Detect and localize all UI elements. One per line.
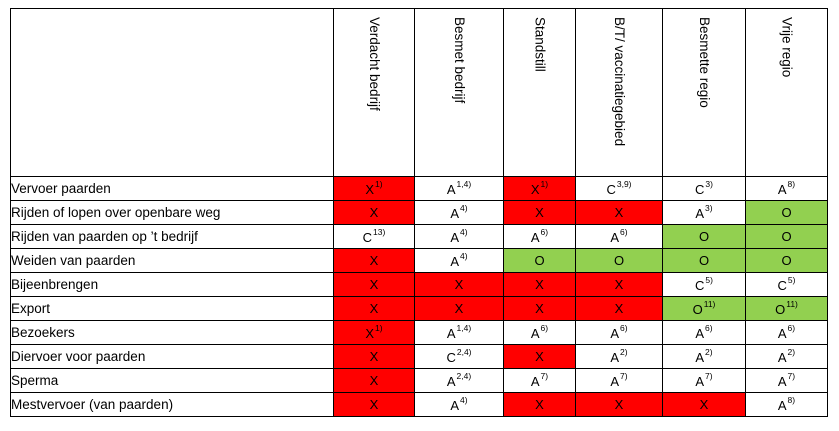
matrix-cell <box>334 225 415 249</box>
cell-code: X <box>369 349 379 364</box>
footnote-marker: 1) <box>540 179 549 190</box>
footnote-marker: 11) <box>786 299 798 310</box>
matrix-cell <box>334 297 415 321</box>
matrix-cell <box>576 321 663 345</box>
matrix-cell <box>334 393 415 417</box>
footnote-marker: 4) <box>460 203 468 214</box>
matrix-cell <box>663 225 746 249</box>
matrix-cell <box>746 177 828 201</box>
matrix-cell <box>504 177 576 201</box>
matrix-cell <box>504 249 576 273</box>
column-header-besmette-regio <box>663 9 746 177</box>
footnote-marker: 13) <box>373 227 386 238</box>
matrix-cell <box>746 249 828 273</box>
cell-code: X <box>614 205 624 220</box>
table-row <box>11 201 828 225</box>
cell-code: X <box>369 397 379 412</box>
footnote-marker: 7) <box>540 371 549 382</box>
cell-code: X <box>369 301 379 316</box>
matrix-cell <box>415 321 504 345</box>
cell-code: X <box>365 181 375 197</box>
cell-code: X <box>699 397 709 412</box>
row-label: Diervoer voor paarden <box>11 345 334 369</box>
column-header-label: B/T/ vaccinatiegebied <box>612 17 627 147</box>
cell-code: A <box>777 349 787 365</box>
cell-code: A <box>777 373 787 389</box>
cell-code: A <box>450 397 460 413</box>
row-label: Mestvervoer (van paarden) <box>11 393 334 417</box>
table-row <box>11 177 828 201</box>
row-label: Vervoer paarden <box>11 177 334 201</box>
cell-code: X <box>535 277 544 292</box>
cell-code: O <box>613 253 625 268</box>
matrix-cell <box>504 201 576 225</box>
matrix-cell <box>576 345 663 369</box>
footnote-marker: 5) <box>787 275 796 286</box>
cell-code: A <box>695 373 705 389</box>
cell-code: X <box>535 349 544 364</box>
matrix-cell <box>663 321 746 345</box>
footnote-marker: 2) <box>787 347 796 358</box>
cell-code: C <box>606 181 616 197</box>
cell-code: X <box>535 301 544 316</box>
footnote-marker: 1,4) <box>456 179 472 190</box>
cell-code: O <box>692 301 703 317</box>
matrix-cell <box>746 345 828 369</box>
matrix-cell <box>504 225 576 249</box>
column-header-label: Besmet bedrijf <box>452 17 467 104</box>
matrix-cell <box>334 369 415 393</box>
matrix-cell <box>334 273 415 297</box>
matrix-cell <box>504 345 576 369</box>
footnote-marker: 4) <box>460 227 468 238</box>
cell-code: A <box>450 253 460 269</box>
matrix-cell <box>504 273 576 297</box>
footnote-marker: 7) <box>787 371 796 382</box>
matrix-cell <box>746 369 828 393</box>
footnote-marker: 11) <box>703 299 716 310</box>
cell-code: X <box>535 205 544 220</box>
cell-code: C <box>695 277 705 293</box>
cell-code: X <box>530 181 540 197</box>
footnote-marker: 6) <box>787 323 796 334</box>
cell-code: A <box>446 181 456 197</box>
matrix-cell <box>415 225 504 249</box>
row-label: Export <box>11 297 334 321</box>
cell-code: O <box>781 229 792 244</box>
row-label: Bijeenbrengen <box>11 273 334 297</box>
footnote-marker: 2,4) <box>456 347 472 358</box>
cell-code: O <box>781 205 792 220</box>
cell-code: O <box>775 301 786 317</box>
footnote-marker: 8) <box>787 395 796 406</box>
cell-code: X <box>369 373 379 388</box>
cell-code: O <box>781 253 792 268</box>
cell-code: O <box>698 229 710 244</box>
footnote-marker: 3) <box>705 179 713 190</box>
cell-code: X <box>614 301 624 316</box>
matrix-cell <box>415 393 504 417</box>
column-header-vrije-regio <box>746 9 828 177</box>
cell-code: X <box>369 205 379 220</box>
row-label: Sperma <box>11 369 334 393</box>
matrix-cell <box>576 177 663 201</box>
row-label: Rijden van paarden op ’t bedrijf <box>11 225 334 249</box>
matrix-cell <box>504 369 576 393</box>
cell-code: A <box>446 373 456 389</box>
matrix-cell <box>504 321 576 345</box>
matrix-cell <box>504 393 576 417</box>
column-header-besmet-bedrijf <box>415 9 504 177</box>
cell-code: A <box>695 205 705 221</box>
matrix-cell <box>746 225 828 249</box>
cell-code: A <box>450 205 460 221</box>
footnote-marker: 2) <box>705 347 713 358</box>
matrix-cell <box>576 297 663 321</box>
cell-code: X <box>454 277 464 292</box>
table-row <box>11 345 828 369</box>
matrix-cell <box>334 177 415 201</box>
column-header-label: Verdacht bedrijf <box>367 17 382 111</box>
cell-code: A <box>610 229 620 245</box>
footnote-marker: 7) <box>620 371 628 382</box>
cell-code: X <box>365 325 375 341</box>
cell-code: A <box>695 349 705 365</box>
matrix-cell <box>663 345 746 369</box>
table-row <box>11 273 828 297</box>
measures-matrix-table <box>10 8 828 417</box>
matrix-cell <box>415 273 504 297</box>
footnote-marker: 6) <box>705 323 713 334</box>
row-label: Weiden van paarden <box>11 249 334 273</box>
corner-cell <box>11 9 334 177</box>
cell-code: X <box>369 253 379 268</box>
cell-code: C <box>777 277 787 293</box>
table-row <box>11 249 828 273</box>
column-header-vaccinatiegebied <box>576 9 663 177</box>
cell-code: A <box>446 325 456 341</box>
row-label: Rijden of lopen over openbare weg <box>11 201 334 225</box>
matrix-cell <box>663 393 746 417</box>
column-header-label: Vrije regio <box>779 17 795 78</box>
cell-code: O <box>534 253 545 268</box>
cell-code: X <box>535 397 544 412</box>
cell-code: A <box>450 229 460 245</box>
cell-code: X <box>369 277 379 292</box>
footnote-marker: 4) <box>460 251 468 262</box>
cell-code: A <box>777 397 787 413</box>
footnote-marker: 6) <box>540 227 549 238</box>
matrix-cell <box>334 201 415 225</box>
footnote-marker: 1) <box>375 323 383 334</box>
cell-code: X <box>614 277 624 292</box>
cell-code: A <box>530 373 540 389</box>
matrix-cell <box>415 249 504 273</box>
cell-code: A <box>610 349 620 365</box>
table-row <box>11 225 828 249</box>
cell-code: X <box>614 397 624 412</box>
matrix-cell <box>415 177 504 201</box>
footnote-marker: 6) <box>620 227 628 238</box>
matrix-cell <box>663 297 746 321</box>
matrix-cell <box>415 201 504 225</box>
matrix-cell <box>334 249 415 273</box>
footnote-marker: 8) <box>787 179 796 190</box>
matrix-cell <box>504 297 576 321</box>
cell-code: A <box>610 325 620 341</box>
matrix-cell <box>415 345 504 369</box>
matrix-cell <box>415 297 504 321</box>
matrix-cell <box>576 369 663 393</box>
matrix-cell <box>334 321 415 345</box>
matrix-cell <box>415 369 504 393</box>
matrix-cell <box>663 273 746 297</box>
matrix-cell <box>663 201 746 225</box>
matrix-cell <box>576 393 663 417</box>
matrix-cell <box>746 273 828 297</box>
table-row <box>11 297 828 321</box>
matrix-cell <box>746 321 828 345</box>
table-row <box>11 369 828 393</box>
cell-code: A <box>530 325 540 341</box>
cell-code: A <box>777 325 787 341</box>
column-header-label: Standstill <box>532 17 548 72</box>
cell-code: O <box>698 253 710 268</box>
column-header-label: Besmette regio <box>697 17 712 108</box>
table-row <box>11 393 828 417</box>
footnote-marker: 7) <box>705 371 713 382</box>
footnote-marker: 3,9) <box>616 179 632 190</box>
footnote-marker: 6) <box>620 323 628 334</box>
cell-code: A <box>610 373 620 389</box>
matrix-cell <box>746 201 828 225</box>
footnote-marker: 4) <box>460 395 468 406</box>
matrix-cell <box>746 393 828 417</box>
footnote-marker: 1) <box>375 179 383 190</box>
column-header-verdacht-bedrijf <box>334 9 415 177</box>
row-label: Bezoekers <box>11 321 334 345</box>
matrix-cell <box>576 249 663 273</box>
matrix-cell <box>576 273 663 297</box>
header-row <box>11 9 828 177</box>
cell-code: C <box>695 181 705 197</box>
footnote-marker: 3) <box>705 203 713 214</box>
footnote-marker: 6) <box>540 323 549 334</box>
cell-code: A <box>695 325 705 341</box>
matrix-cell <box>663 249 746 273</box>
cell-code: X <box>454 301 464 316</box>
matrix-cell <box>576 225 663 249</box>
cell-code: C <box>446 349 456 365</box>
table-row <box>11 321 828 345</box>
cell-code: C <box>362 229 373 245</box>
footnote-marker: 2) <box>620 347 628 358</box>
column-header-standstill <box>504 9 576 177</box>
matrix-cell <box>334 345 415 369</box>
cell-code: A <box>530 229 540 245</box>
matrix-cell <box>576 201 663 225</box>
footnote-marker: 5) <box>705 275 713 286</box>
matrix-body <box>11 177 828 417</box>
cell-code: A <box>777 181 787 197</box>
matrix-cell <box>746 297 828 321</box>
matrix-cell <box>663 177 746 201</box>
matrix-cell <box>663 369 746 393</box>
footnote-marker: 2,4) <box>456 371 472 382</box>
footnote-marker: 1,4) <box>456 323 472 334</box>
